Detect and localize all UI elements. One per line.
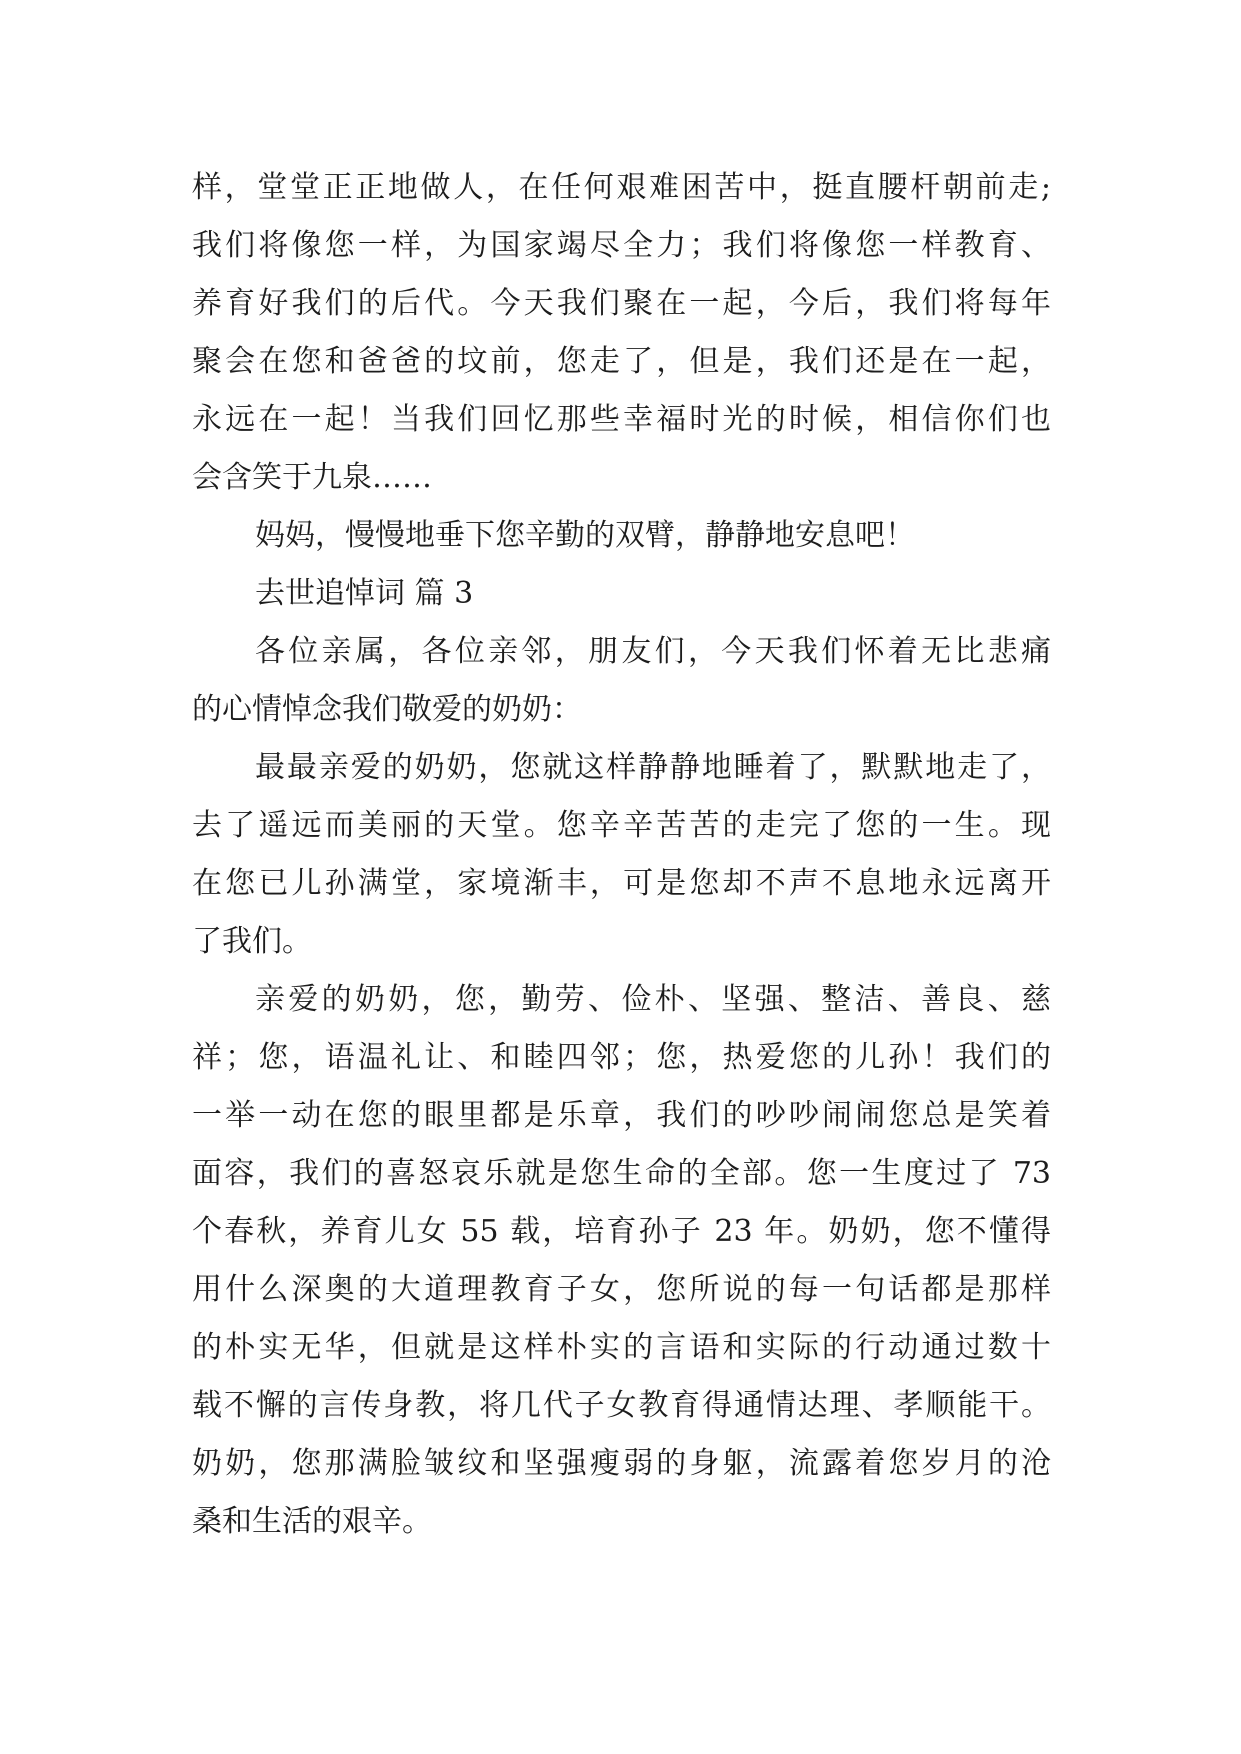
text-line: 最最亲爱的奶奶，您就这样静静地睡着了，默默地走了， <box>255 750 1051 785</box>
paragraph-farewell <box>192 507 1051 565</box>
text-line: 的心情悼念我们敬爱的奶奶： <box>192 692 582 727</box>
text-line: 我们将像您一样，为国家竭尽全力；我们将像您一样教育、 <box>192 228 1051 263</box>
text-line: 样，堂堂正正地做人，在任何艰难困苦中，挺直腰杆朝前走; <box>192 170 1051 205</box>
text-line: 聚会在您和爸爸的坟前，您走了，但是，我们还是在一起， <box>192 344 1051 379</box>
text-line: 去了遥远而美丽的天堂。您辛辛苦苦的走完了您的一生。现 <box>192 808 1051 843</box>
text-line: 一举一动在您的眼里都是乐章，我们的吵吵闹闹您总是笑着 <box>192 1098 1051 1133</box>
text-line: 载不懈的言传身教，将几代子女教育得通情达理、孝顺能干。 <box>192 1388 1051 1423</box>
text-line: 个春秋，养育儿女 55 载，培育孙子 23 年。奶奶，您不懂得 <box>192 1214 1051 1249</box>
text-line: 养育好我们的后代。今天我们聚在一起，今后，我们将每年 <box>192 286 1051 321</box>
text-line: 永远在一起！当我们回忆那些幸福时光的时候，相信你们也 <box>192 402 1051 437</box>
text-line: 亲爱的奶奶，您，勤劳、俭朴、坚强、整洁、善良、慈 <box>255 982 1051 1017</box>
text-line: 面容，我们的喜怒哀乐就是您生命的全部。您一生度过了 73 <box>192 1156 1051 1191</box>
section-heading: 去世追悼词 篇 3 <box>255 576 474 611</box>
paragraph-tribute <box>192 739 1051 971</box>
paragraph-continuation <box>192 159 1051 507</box>
text-line: 桑和生活的艰辛。 <box>192 1504 432 1539</box>
text-line: 各位亲属，各位亲邻，朋友们，今天我们怀着无比悲痛 <box>255 634 1051 669</box>
text-line: 祥；您，语温礼让、和睦四邻；您，热爱您的儿孙！我们的 <box>192 1040 1051 1075</box>
text-line: 用什么深奥的大道理教育子女，您所说的每一句话都是那样 <box>192 1272 1051 1307</box>
text-line: 了我们。 <box>192 924 312 959</box>
text-line: 奶奶，您那满脸皱纹和坚强瘦弱的身躯，流露着您岁月的沧 <box>192 1446 1051 1481</box>
text-line: 在您已儿孙满堂，家境渐丰，可是您却不声不息地永远离开 <box>192 866 1051 901</box>
text-line: 妈妈，慢慢地垂下您辛勤的双臂，静静地安息吧！ <box>255 518 915 553</box>
paragraph-memories <box>192 971 1051 1551</box>
paragraph-greeting <box>192 623 1051 739</box>
text-line: 会含笑于九泉…… <box>192 460 432 495</box>
text-line: 的朴实无华，但就是这样朴实的言语和实际的行动通过数十 <box>192 1330 1051 1365</box>
document-body <box>192 159 1051 1551</box>
